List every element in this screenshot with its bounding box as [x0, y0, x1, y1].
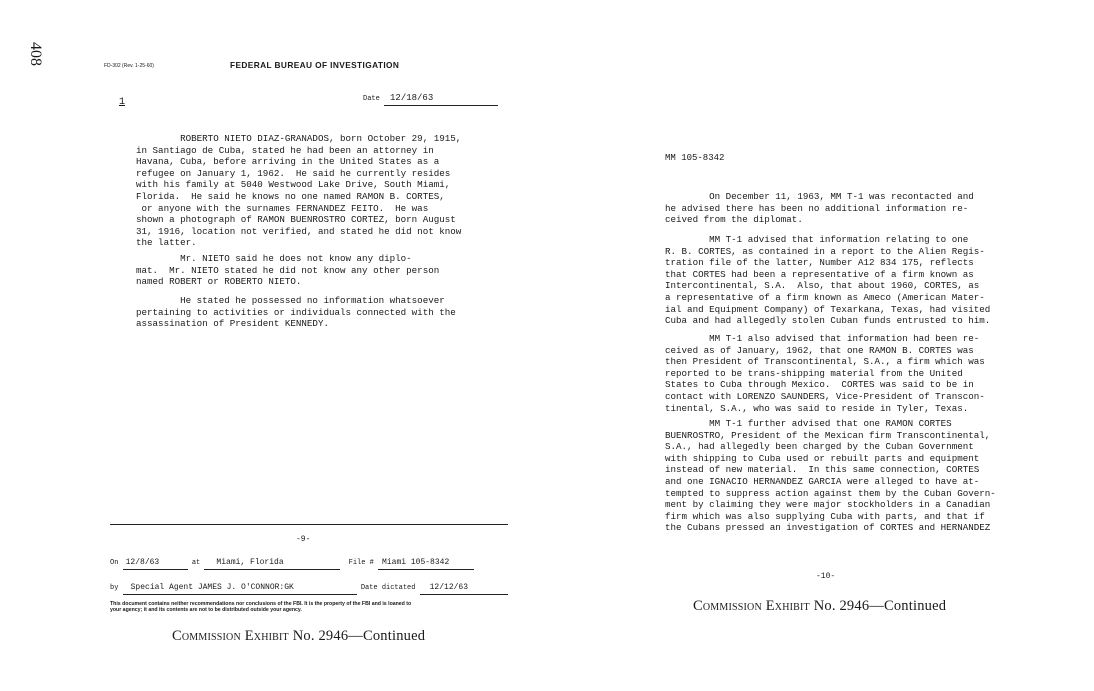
- form-number: FD-302 (Rev. 1-25-60): [104, 63, 154, 69]
- left-paragraph-1: ROBERTO NIETO DIAZ-GRANADOS, born October 29, 1915, in Santiago de Cuba, stated he had been an attorney in Havana, Cuba, before arriving in the United States as a refugee on January 1, 1962. He said he currently resides with his family at 5040 Westwood Lake Drive, South Miami, Florida. He said he knows no one named RAMON B. CORTES, or anyone with the surnames FERNANDEZ FEITO. He was shown a photograph of RAMON BUENROSTRO CORTEZ, born August 31, 1916, location not verified, and stated he did not know the latter.: [136, 133, 462, 249]
- left-caption-rest: No. 2946—Continued: [292, 628, 426, 644]
- by-label: by: [110, 584, 119, 592]
- left-caption: [172, 628, 425, 645]
- left-paragraph-3: He stated he possessed no information whatsoever pertaining to activities or individuals connected with the assassination of President KENNEDY.: [136, 295, 456, 330]
- disclaimer-line-2: your agency; it and its contents are not to be distributed outside your agency.: [110, 607, 302, 613]
- left-paragraph-2: Mr. NIETO said he does not know any diplo- mat. Mr. NIETO stated he did not know any other person named ROBERT or ROBERTO NIETO.: [136, 253, 440, 288]
- right-caption: [693, 598, 946, 615]
- on-date: 12/8/63: [123, 557, 188, 570]
- date-value: 12/18/63: [384, 93, 498, 106]
- right-caption-prefix: Commission Exhibit: [693, 598, 810, 614]
- right-page-footer-number: -10-: [816, 572, 836, 581]
- right-paragraph-3: MM T-1 also advised that information had been re- ceived as of January, 1962, that one RAMON B. CORTES was then President of Transcontinental, S.A., a firm which was reported to be trans-shipping material from the United States to Cuba through Mexico. CORTES was said to be in contact with LORENZO SAUNDERS, Vice-President of Transcon- tinental, S.A., who was said to reside in Tyler, Texas.: [665, 333, 985, 414]
- dictated-label: Date dictated: [360, 584, 416, 592]
- on-label: On: [110, 559, 119, 567]
- left-caption-prefix: Commission Exhibit: [172, 628, 289, 644]
- page-number: 408: [27, 42, 44, 66]
- right-paragraph-4: MM T-1 further advised that one RAMON CORTES BUENROSTRO, President of the Mexican firm Transcontinental, S.A., had allegedly been charged by the Cuban Government with shipping to Cuba used or rebuilt parts and equipment instead of new material. In this same connection, CORTES and one IGNACIO HERNANDEZ GARCIA were alleged to have at- tempted to suppress action against them by the Cuban Govern- ment by claiming they were major stockholders in a Canadian firm which was also supplying Cuba with parts, and that if the Cubans pressed an investigation of CORTES and HERNANDEZ: [665, 418, 996, 534]
- right-paragraph-2: MM T-1 advised that information relating to one R. B. CORTES, as contained in a report to the Alien Regis- tration file of the latter, Number A12 834 175, reflects that CORTES had been a representative of a firm known as Intercontinental, S.A. Also, that about 1960, CORTES, as a representative of a firm known as Ameco (American Mater- ial and Equipment Company) of Texarkana, Texas, had visited Cuba and had allegedly stolen Cuban funds entrusted to him.: [665, 234, 991, 327]
- location: Miami, Florida: [204, 557, 340, 570]
- file-label: File #: [348, 559, 374, 567]
- agency-header: FEDERAL BUREAU OF INVESTIGATION: [230, 60, 400, 70]
- disclaimer-line-1: This document contains neither recommendations nor conclusions of the FBI. It is the property of the FBI and is loaned to: [110, 601, 412, 607]
- dictated-date: 12/12/63: [420, 582, 508, 595]
- at-label: at: [191, 559, 201, 567]
- page-mark: 1: [119, 97, 126, 108]
- right-paragraph-1: On December 11, 1963, MM T-1 was recontacted and he advised there has been no additional information re- ceived from the diplomat.: [665, 191, 974, 226]
- file-reference: MM 105-8342: [665, 153, 725, 163]
- by-dictated-line: [110, 582, 508, 595]
- file-number: Miami 105-8342: [378, 557, 474, 570]
- on-at-file-line: [110, 557, 474, 570]
- date-label: Date: [363, 95, 380, 103]
- date-field: [363, 93, 498, 106]
- right-caption-rest: No. 2946—Continued: [813, 598, 947, 614]
- footer-rule: [110, 524, 508, 525]
- left-page-footer-number: -9-: [296, 535, 311, 544]
- agent-name: Special Agent JAMES J. O'CONNOR:GK: [123, 582, 357, 595]
